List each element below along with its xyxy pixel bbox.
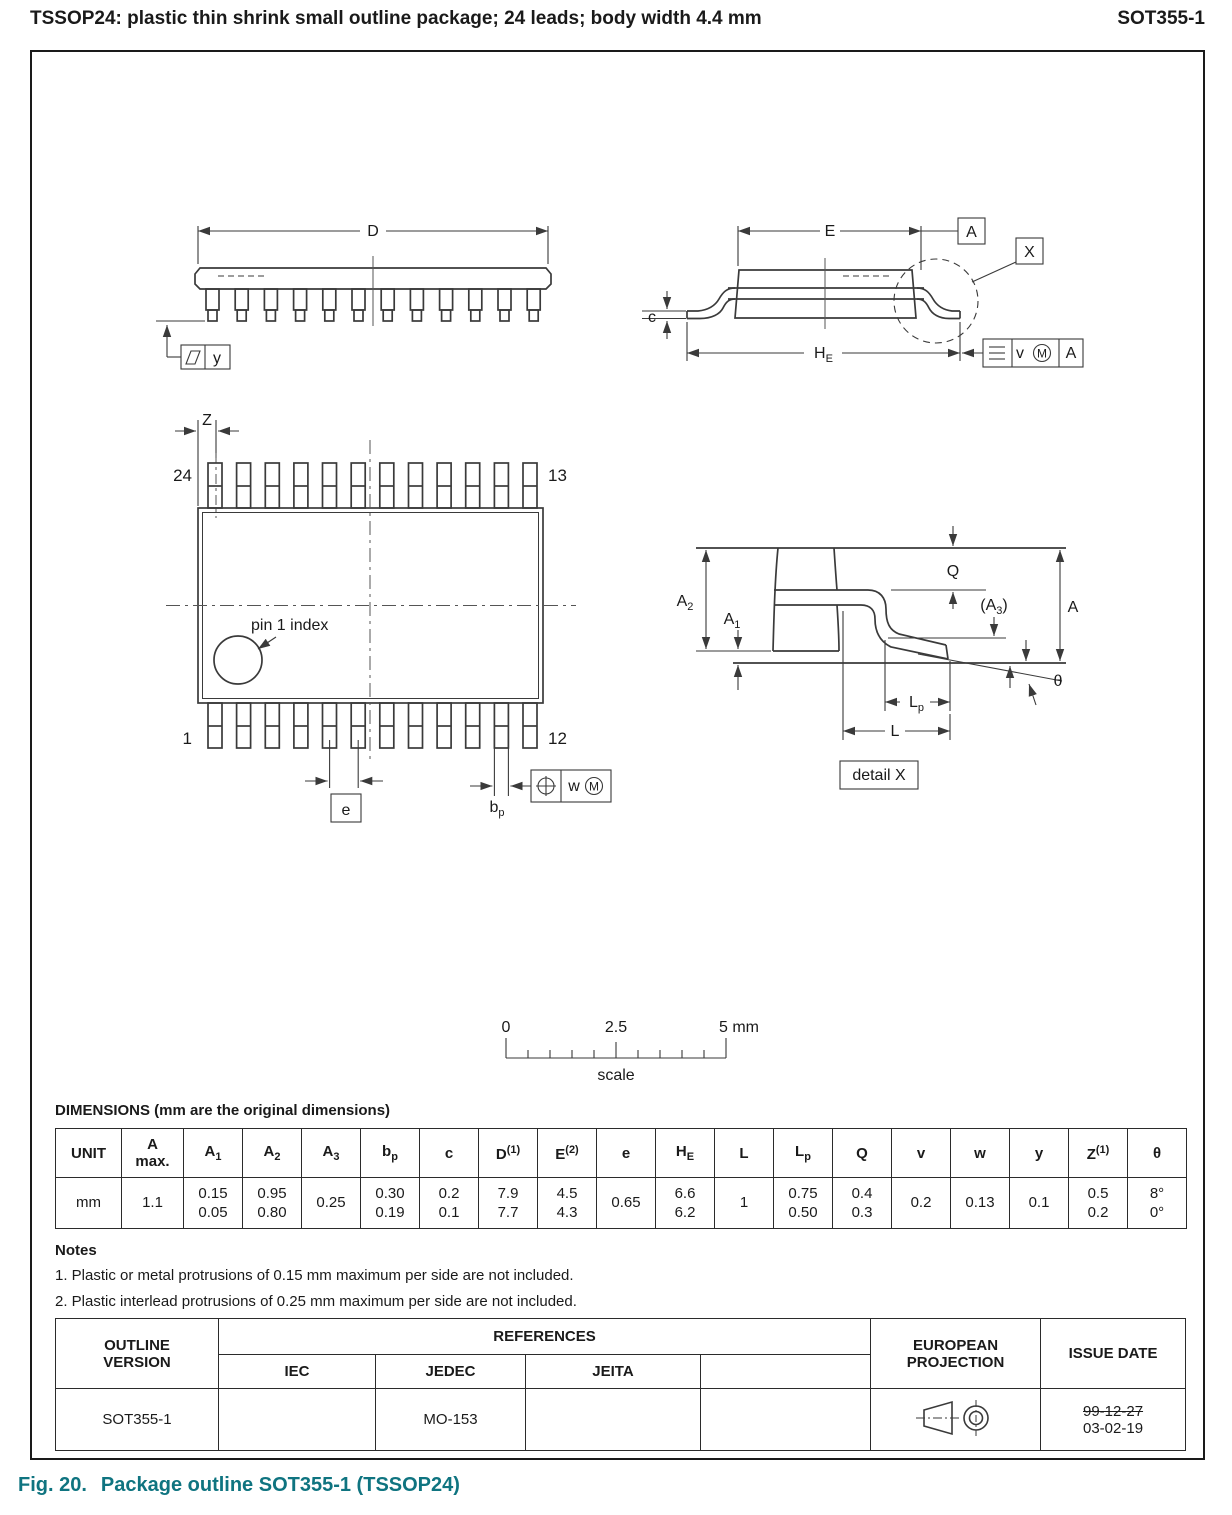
dim-q-lines xyxy=(891,526,986,609)
dim-theta-label: θ xyxy=(1053,673,1063,690)
scale-tick-0: 0 xyxy=(501,1019,511,1036)
dim-e-label: E xyxy=(824,223,836,240)
pin-1-label: 1 xyxy=(182,729,192,748)
dim-theta-lines xyxy=(918,654,1062,705)
tol-m-label: M xyxy=(1037,346,1047,361)
val-q: 0.4 0.3 xyxy=(833,1178,892,1229)
ref-header-row-1 xyxy=(56,1319,1186,1355)
dims-header-row xyxy=(56,1129,1187,1178)
figure-number: Fig. 20. xyxy=(18,1474,87,1496)
dim-l-label: L xyxy=(890,723,900,740)
side-leads xyxy=(687,288,960,319)
side-view-drawing xyxy=(638,198,1198,388)
val-l: 1 xyxy=(715,1178,774,1229)
note-1: 1. Plastic or metal protrusions of 0.15 mm maximum per side are not included. xyxy=(55,1267,574,1284)
page-header xyxy=(30,8,1205,30)
dim-d-label: D xyxy=(367,223,379,240)
col-lp: $L_p$ xyxy=(774,1129,833,1178)
dim-he-label: $H_E$ xyxy=(814,345,833,365)
val-a1: 0.15 0.05 xyxy=(184,1178,243,1229)
col-d: $D^{(1)}$ xyxy=(479,1129,538,1178)
val-e: 0.65 xyxy=(597,1178,656,1229)
col-theta: θ xyxy=(1128,1129,1187,1178)
val-a3: 0.25 xyxy=(302,1178,361,1229)
dim-a3-label: $(A_3)$ xyxy=(980,597,1008,617)
dimensions-table xyxy=(55,1128,1187,1229)
scale-label: scale xyxy=(597,1067,635,1084)
dim-e-lines xyxy=(738,218,985,270)
col-w: w xyxy=(951,1129,1010,1178)
col-a1: $A_1$ xyxy=(184,1129,243,1178)
jedec-value: MO-153 xyxy=(376,1389,526,1451)
pin1-index-label: pin 1 index xyxy=(251,617,329,634)
center-lines xyxy=(166,440,576,763)
tol-v-label: v xyxy=(1016,345,1024,362)
dimensions-heading: DIMENSIONS (mm are the original dimensions) xyxy=(55,1102,391,1119)
dims-value-row xyxy=(56,1178,1187,1229)
pin-13-label: 13 xyxy=(548,466,567,485)
col-l: L xyxy=(715,1129,774,1178)
val-he: 6.6 6.2 xyxy=(656,1178,715,1229)
col-z: $Z^{(1)}$ xyxy=(1069,1129,1128,1178)
note-2: 2. Plastic interlead protrusions of 0.25 mm maximum per side are not included. xyxy=(55,1293,577,1310)
val-e-cap: 4.5 4.3 xyxy=(538,1178,597,1229)
issue-date-value xyxy=(1041,1389,1186,1451)
val-bp: 0.30 0.19 xyxy=(361,1178,420,1229)
detail-x-drawing xyxy=(638,518,1118,798)
tol-m-label: M xyxy=(589,779,599,794)
dim-a1-label: $A_1$ xyxy=(723,611,741,631)
dim-bp-label: $b_p$ xyxy=(489,799,505,819)
detail-x-box-label: detail X xyxy=(852,767,906,784)
val-v: 0.2 xyxy=(892,1178,951,1229)
ref-data-row xyxy=(56,1389,1186,1451)
val-lp: 0.75 0.50 xyxy=(774,1178,833,1229)
projection-symbol-cell xyxy=(871,1389,1041,1451)
val-theta: 8° 0° xyxy=(1128,1178,1187,1229)
dim-a2-label: $A_2$ xyxy=(676,593,694,613)
val-unit: mm xyxy=(56,1178,122,1229)
datum-a-label: A xyxy=(966,224,977,241)
dim-q-label: Q xyxy=(946,563,960,580)
references-table xyxy=(55,1318,1186,1451)
ref-blank-header xyxy=(701,1355,871,1389)
jeita-header: JEITA xyxy=(526,1355,701,1389)
iec-header: IEC xyxy=(219,1355,376,1389)
col-y: y xyxy=(1010,1129,1069,1178)
page-title: TSSOP24: plastic thin shrink small outline package; 24 leads; body width 4.4 mm xyxy=(30,8,762,29)
scale-tick-end: 5 mm xyxy=(719,1019,759,1036)
figure-caption xyxy=(18,1474,460,1497)
top-pin-row xyxy=(208,463,537,508)
figure-caption-text: Package outline SOT355-1 (TSSOP24) xyxy=(100,1474,460,1496)
datum-y-label: y xyxy=(213,350,221,367)
scale-bar xyxy=(468,1008,808,1088)
outline-version-value: SOT355-1 xyxy=(56,1389,219,1451)
col-a2: $A_2$ xyxy=(243,1129,302,1178)
dim-a-label: A xyxy=(1067,599,1079,616)
scale-tick-mid: 2.5 xyxy=(604,1019,628,1036)
ref-extra-value xyxy=(701,1389,871,1451)
scale-ruler xyxy=(506,1038,726,1058)
val-d: 7.9 7.7 xyxy=(479,1178,538,1229)
dim-a2-lines xyxy=(696,550,771,651)
pin-24-label: 24 xyxy=(173,466,192,485)
reference-planes xyxy=(696,548,1066,663)
front-view-drawing xyxy=(138,198,618,388)
pin1-index-circle xyxy=(214,636,262,684)
package-code: SOT355-1 xyxy=(1117,8,1205,29)
col-a3: $A_3$ xyxy=(302,1129,361,1178)
first-angle-projection-icon xyxy=(914,1394,998,1442)
dim-a-lines xyxy=(1026,550,1060,661)
dim-c-label: c xyxy=(648,309,656,326)
notes-heading: Notes xyxy=(55,1242,97,1259)
val-a2: 0.95 0.80 xyxy=(243,1178,302,1229)
tol-w-label: w xyxy=(568,778,580,795)
col-a-max: A max. xyxy=(122,1129,184,1178)
detail-x-label: X xyxy=(1024,244,1035,261)
val-y: 0.1 xyxy=(1010,1178,1069,1229)
iec-value xyxy=(219,1389,376,1451)
dim-e-pitch-label: e xyxy=(341,802,351,819)
col-q: Q xyxy=(833,1129,892,1178)
col-c: c xyxy=(420,1129,479,1178)
figure-frame xyxy=(30,50,1205,1460)
pin-12-label: 12 xyxy=(548,729,567,748)
pin1-index-arrow xyxy=(258,637,276,649)
lead-section xyxy=(773,548,948,659)
dim-l-lines xyxy=(843,611,950,740)
references-header: REFERENCES xyxy=(219,1319,871,1355)
notes-section xyxy=(55,1242,577,1319)
flatness-symbol-icon xyxy=(186,351,200,364)
val-a-max: 1.1 xyxy=(122,1178,184,1229)
dim-z-label: Z xyxy=(202,412,212,429)
detail-circle xyxy=(894,259,978,343)
european-projection-header: EUROPEAN PROJECTION xyxy=(871,1319,1041,1389)
bottom-pin-row xyxy=(208,703,537,748)
val-z: 0.5 0.2 xyxy=(1069,1178,1128,1229)
position-symbol-icon xyxy=(536,776,556,796)
col-he: $H_E$ xyxy=(656,1129,715,1178)
col-e: e xyxy=(597,1129,656,1178)
col-unit: UNIT xyxy=(56,1129,122,1178)
outline-version-header: OUTLINE VERSION xyxy=(56,1319,219,1389)
jeita-value xyxy=(526,1389,701,1451)
issue-date-old: 99-12-27 xyxy=(1083,1402,1144,1420)
col-e-cap: $E^{(2)}$ xyxy=(538,1129,597,1178)
issue-date-header: ISSUE DATE xyxy=(1041,1319,1186,1389)
issue-date-new: 03-02-19 xyxy=(1083,1419,1144,1437)
jedec-header: JEDEC xyxy=(376,1355,526,1389)
val-c: 0.2 0.1 xyxy=(420,1178,479,1229)
col-v: v xyxy=(892,1129,951,1178)
col-bp: $b_p$ xyxy=(361,1129,420,1178)
val-w: 0.13 xyxy=(951,1178,1010,1229)
tol-datum-label: A xyxy=(1065,345,1077,362)
dim-lp-label: $L_p$ xyxy=(909,694,925,714)
symmetry-symbol-icon xyxy=(989,347,1005,359)
plan-view-drawing xyxy=(148,408,628,828)
detail-x-callout xyxy=(894,238,1043,343)
